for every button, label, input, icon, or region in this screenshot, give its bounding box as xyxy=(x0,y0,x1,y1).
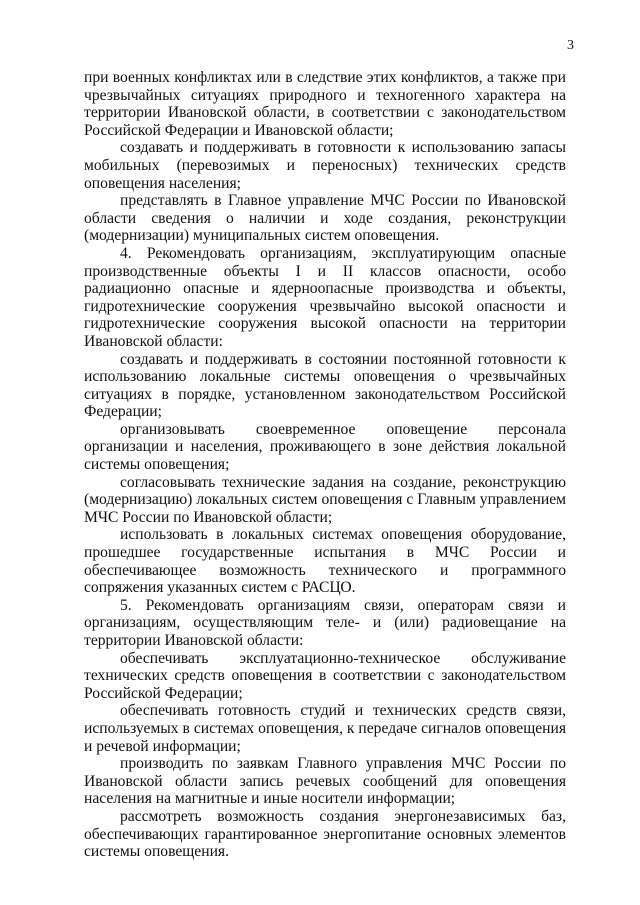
paragraph-voice-recording: производить по заявкам Главного управления МЧС России по Ивановской области запись речевых сообщений для оповещения населения на магнитные и иные носители информации; xyxy=(84,755,566,808)
paragraph-report-to-mchs: представлять в Главное управление МЧС России по Ивановской области сведения о наличии и ходе создания, реконструкции (модернизации) муниципальных систем оповещения. xyxy=(84,192,566,245)
paragraph-energy-independent-bases: рассмотреть возможность создания энергонезависимых баз, обеспечивающих гарантированное энергопитание основных элементов системы оповещения. xyxy=(84,807,566,861)
paragraph-staff-notification: организовывать своевременное оповещение персонала организации и населения, проживающего в зоне действия локальной системы оповещения; xyxy=(84,420,566,474)
paragraph-item-5: 5. Рекомендовать организациям связи, операторам связи и организациям, осуществляющим теле- и (или) радиовещание на территории Ивановской области: xyxy=(84,596,566,649)
paragraph-certified-equipment: использовать в локальных системах оповещения оборудование, прошедшее государственные испытания в МЧС России и обеспечивающее возможность технического и программного сопряжения указанных систем с РАСЦО. xyxy=(84,526,566,597)
paragraph-technical-specs-approval: согласовывать технические задания на создание, реконструкцию (модернизацию) локальных систем оповещения с Главным управлением МЧС России по Ивановской области; xyxy=(84,473,566,526)
paragraph-studio-readiness: обеспечивать готовность студий и технических средств связи, используемых в системах оповещения, к передаче сигналов оповещения и речевой информации; xyxy=(84,702,566,755)
paragraph-reserve-stocks: создавать и поддерживать в готовности к использованию запасы мобильных (перевозимых и переносных) технических средств оповещения населения; xyxy=(84,139,566,192)
paragraph-item-4: 4. Рекомендовать организациям, эксплуатирующим опасные производственные объекты I и II классов опасности, особо радиационно опасные и ядерноопасные производства и объекты, гидротехнические сооружения чрезвычайно высокой опасности и гидротехнические сооружения высокой опасности на территории Ивановской области: xyxy=(84,244,566,350)
paragraph-local-systems-readiness: создавать и поддерживать в состоянии постоянной готовности к использованию локальные системы оповещения о чрезвычайных ситуациях в порядке, установленном законодательством Российской Федерации; xyxy=(84,350,566,421)
paragraph-maintenance: обеспечивать эксплуатационно-техническое обслуживание технических средств оповещения в соответствии с законодательством Российской Федерации; xyxy=(84,649,566,702)
document-body xyxy=(84,69,566,861)
page-number: 3 xyxy=(567,38,574,53)
paragraph-continuation: при военных конфликтах или в следствие этих конфликтов, а также при чрезвычайных ситуациях природного и техногенного характера на территории Ивановской области, в соответствии с законодательством Российской Федерации и Ивановской области; xyxy=(84,69,566,139)
